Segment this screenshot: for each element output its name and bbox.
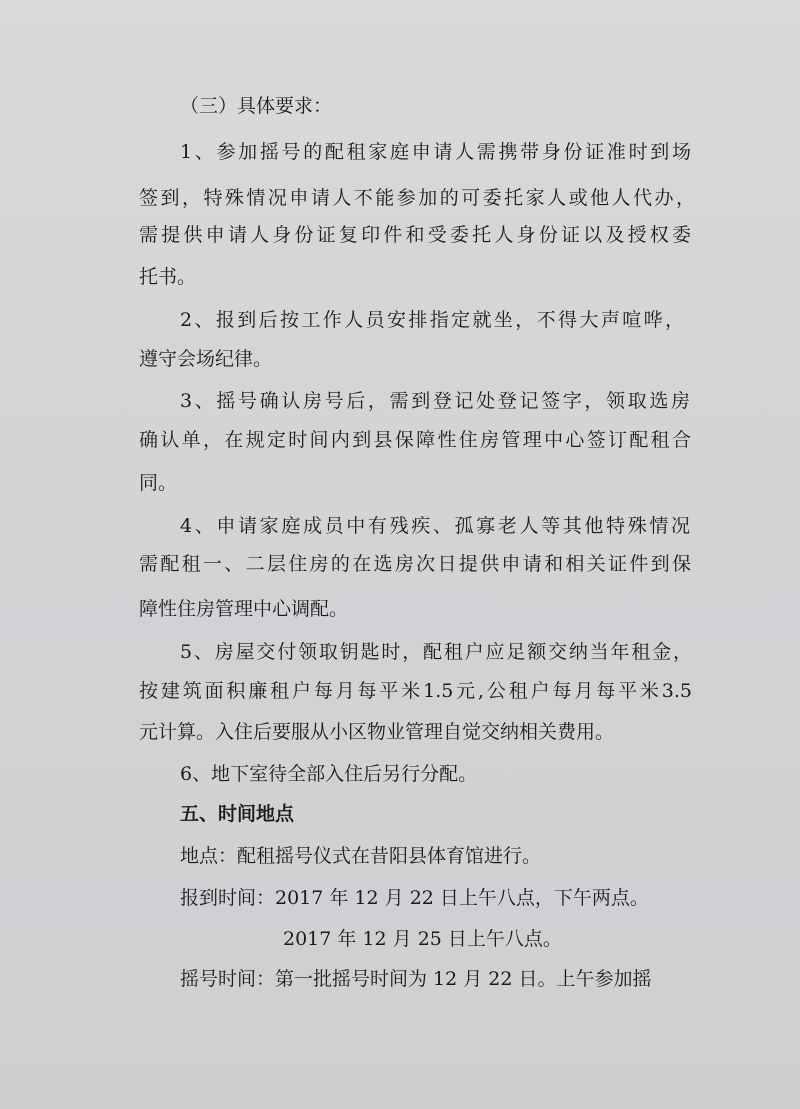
item1-line3: 需提供申请人身份证复印件和受委托人身份证以及授权委: [139, 224, 691, 246]
item3-line1: 3、摇号确认房号后，需到登记处登记签字，领取选房: [180, 390, 690, 412]
item5-line2: 按建筑面积廉租户每月每平米1.5元,公租户每月每平米3.5: [139, 680, 692, 702]
section5-heading: 五、时间地点: [180, 803, 295, 825]
report-time-line1: 报到时间：2017 年 12 月 22 日上午八点，下午两点。: [180, 887, 649, 909]
item5-line3: 元计算。入住后要服从小区物业管理自觉交纳相关费用。: [139, 721, 615, 743]
item4-line3: 障性住房管理中心调配。: [139, 598, 349, 620]
item4-line2: 需配租一、二层住房的在选房次日提供申请和相关证件到保: [139, 553, 691, 575]
item1-line4: 托书。: [139, 266, 197, 288]
item3-line2: 确认单，在规定时间内到县保障性住房管理中心签订配租合: [139, 429, 691, 451]
item1-line2: 签到，特殊情况申请人不能参加的可委托家人或他人代办，: [139, 187, 695, 209]
item3-line3: 同。: [139, 472, 178, 494]
section-sub-heading: （三）具体要求：: [180, 95, 333, 117]
location-line: 地点：配租摇号仪式在昔阳县体育馆进行。: [180, 845, 542, 867]
item2-line2: 遵守会场纪律。: [139, 348, 273, 370]
item5-line1: 5、房屋交付领取钥匙时，配租户应足额交纳当年租金，: [180, 641, 692, 663]
lottery-time-line: 摇号时间：第一批摇号时间为 12 月 22 日。上午参加摇: [180, 968, 652, 990]
item4-line1: 4、申请家庭成员中有残疾、孤寡老人等其他特殊情况: [180, 515, 690, 537]
report-time-line2: 2017 年 12 月 25 日上午八点。: [283, 928, 562, 950]
item1-line1: 1、参加摇号的配租家庭申请人需携带身份证准时到场: [180, 141, 691, 163]
item2-line1: 2、报到后按工作人员安排指定就坐，不得大声喧哗，: [180, 309, 684, 331]
item6-line1: 6、地下室待全部入住后另行分配。: [180, 763, 478, 785]
